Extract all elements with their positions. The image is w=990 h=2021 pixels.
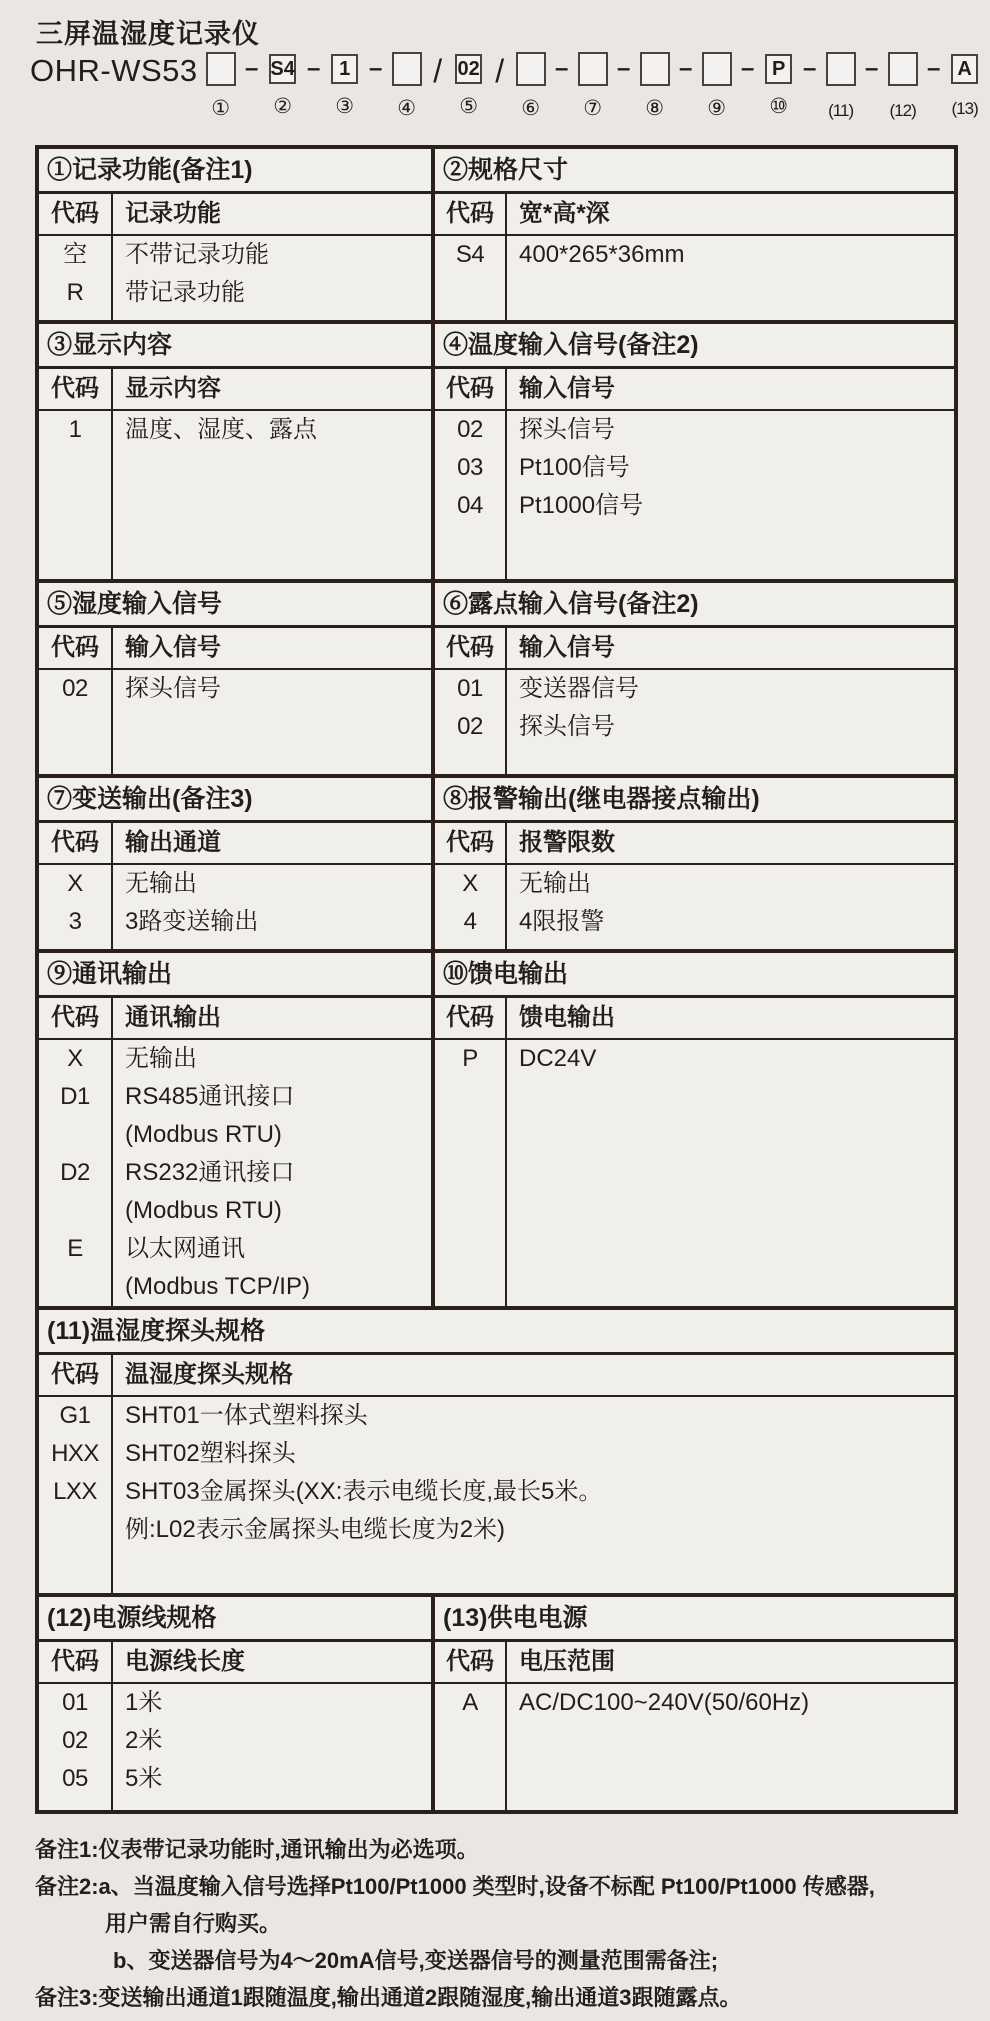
code-column-header: 代码 xyxy=(435,369,507,409)
code-cell: 3 xyxy=(39,903,113,941)
spec-row xyxy=(39,1435,954,1473)
desc-line: SHT03金属探头(XX:表示电缆长度,最长5米。 xyxy=(125,1478,603,1505)
section-title: ③显示内容 xyxy=(39,324,431,369)
desc-line: 探头信号 xyxy=(519,713,615,740)
spec-section xyxy=(431,149,954,320)
section-title: (13)供电电源 xyxy=(435,1597,954,1642)
column-header-row xyxy=(39,1355,954,1397)
desc-line: 4限报警 xyxy=(519,908,605,935)
code-box: P xyxy=(765,54,792,84)
spec-row xyxy=(39,1230,431,1306)
ordering-code-line xyxy=(30,52,983,122)
desc-cell xyxy=(507,708,954,746)
column-header-row xyxy=(435,823,954,865)
desc-cell xyxy=(113,1684,431,1722)
notes xyxy=(35,1831,975,2016)
desc-line: SHT01一体式塑料探头 xyxy=(125,1402,368,1429)
desc-cell xyxy=(113,1397,954,1435)
desc-column-header: 记录功能 xyxy=(125,200,221,227)
code-separator: – xyxy=(554,55,569,82)
spec-section xyxy=(39,953,431,1306)
desc-cell xyxy=(507,865,954,903)
code-position xyxy=(699,52,735,121)
code-separator: – xyxy=(802,55,817,82)
table-block xyxy=(39,149,954,320)
section-body xyxy=(39,1397,954,1593)
code-column-header: 代码 xyxy=(435,1642,507,1682)
desc-cell xyxy=(113,411,431,449)
table-block xyxy=(39,949,954,1306)
desc-line: 带记录功能 xyxy=(125,279,245,306)
code-position xyxy=(451,52,487,119)
column-header-row xyxy=(435,998,954,1040)
spec-row xyxy=(435,449,954,487)
spec-row xyxy=(39,411,431,449)
code-column-header: 代码 xyxy=(435,998,507,1038)
code-box: A xyxy=(951,54,978,84)
code-column-header: 代码 xyxy=(39,628,113,668)
desc-line: 400*265*36mm xyxy=(519,241,685,268)
desc-cell xyxy=(507,487,954,525)
spec-row xyxy=(435,487,954,525)
code-separator: – xyxy=(244,55,259,82)
spec-row xyxy=(39,1760,431,1798)
section-title: ⑦变送输出(备注3) xyxy=(39,778,431,823)
desc-cell xyxy=(113,274,431,312)
desc-line: (Modbus RTU) xyxy=(125,1121,282,1148)
desc-cell xyxy=(113,1078,431,1154)
column-divider-filler xyxy=(39,708,431,774)
code-cell: X xyxy=(39,865,113,903)
desc-cell xyxy=(113,865,431,903)
spec-row xyxy=(39,1722,431,1760)
desc-line: 无输出 xyxy=(125,1045,197,1072)
column-divider-filler xyxy=(435,525,954,579)
section-body xyxy=(435,236,954,320)
code-column-header: 代码 xyxy=(39,369,113,409)
column-divider-filler xyxy=(39,1549,954,1593)
code-position-number: ⑧ xyxy=(645,97,665,120)
spec-section xyxy=(431,1597,954,1810)
spec-row xyxy=(39,236,431,274)
desc-line: 3路变送输出 xyxy=(125,908,259,935)
code-box xyxy=(392,52,422,86)
desc-column-header: 输出通道 xyxy=(125,829,221,856)
section-title: ⑨通讯输出 xyxy=(39,953,431,998)
section-title: (11)温湿度探头规格 xyxy=(39,1310,954,1355)
desc-column-header: 电源线长度 xyxy=(125,1648,245,1675)
section-body xyxy=(435,865,954,949)
desc-cell xyxy=(113,1435,954,1473)
desc-line: (Modbus RTU) xyxy=(125,1197,282,1224)
section-body xyxy=(435,670,954,774)
table-block xyxy=(39,1593,954,1810)
desc-cell xyxy=(507,1684,954,1722)
spec-row xyxy=(39,1078,431,1154)
spec-row xyxy=(39,1154,431,1230)
spec-section xyxy=(39,324,431,579)
desc-line: 不带记录功能 xyxy=(125,241,269,268)
code-position-number: ① xyxy=(211,97,231,120)
code-box: S4 xyxy=(269,54,296,84)
code-separator: – xyxy=(926,55,941,82)
code-cell: 1 xyxy=(39,411,113,449)
code-cell: R xyxy=(39,274,113,312)
spec-section xyxy=(39,1597,431,1810)
desc-line: 例:L02表示金属探头电缆长度为2米) xyxy=(125,1516,506,1543)
desc-column-header: 输入信号 xyxy=(125,634,221,661)
spec-row xyxy=(435,903,954,941)
section-title: ⑤湿度输入信号 xyxy=(39,583,431,628)
desc-line: 探头信号 xyxy=(125,675,221,702)
column-header-row xyxy=(435,194,954,236)
code-column-header: 代码 xyxy=(39,1355,113,1395)
column-divider-filler xyxy=(435,941,954,949)
spec-section xyxy=(431,583,954,774)
desc-line: RS232通讯接口 xyxy=(125,1159,295,1186)
note-line: 备注2:a、当温度输入信号选择Pt100/Pt1000 类型时,设备不标配 Pt100/Pt1000 传感器, xyxy=(35,1874,875,1899)
spec-row xyxy=(435,236,954,274)
code-position xyxy=(885,52,921,122)
code-cell: 01 xyxy=(435,670,507,708)
desc-column-header: 输入信号 xyxy=(519,375,615,402)
desc-cell xyxy=(113,1722,431,1760)
column-divider-filler xyxy=(435,274,954,320)
code-column-header: 代码 xyxy=(39,998,113,1038)
section-body xyxy=(435,1684,954,1810)
code-cell: D1 xyxy=(39,1078,113,1154)
table-block xyxy=(39,579,954,774)
section-body xyxy=(39,865,431,949)
code-separator: / xyxy=(433,53,443,89)
page-title: 三屏温湿度记录仪 xyxy=(36,19,260,49)
section-title: (12)电源线规格 xyxy=(39,1597,431,1642)
desc-line: 探头信号 xyxy=(519,416,615,443)
note-line: 备注1:仪表带记录功能时,通讯输出为必选项。 xyxy=(35,1837,479,1862)
desc-column-header: 通讯输出 xyxy=(125,1004,221,1031)
desc-cell xyxy=(507,411,954,449)
spec-section xyxy=(39,583,431,774)
code-cell: 03 xyxy=(435,449,507,487)
code-line-positions xyxy=(203,52,983,122)
column-header-row xyxy=(39,628,431,670)
code-separator: – xyxy=(368,55,383,82)
code-position-number: ② xyxy=(273,95,293,118)
section-title: ⑧报警输出(继电器接点输出) xyxy=(435,778,954,823)
section-body xyxy=(39,1684,431,1810)
desc-cell xyxy=(113,1473,954,1549)
spec-row xyxy=(435,708,954,746)
code-position-number: (13) xyxy=(951,99,978,118)
code-cell: D2 xyxy=(39,1154,113,1230)
section-title: ⑥露点输入信号(备注2) xyxy=(435,583,954,628)
column-divider-filler xyxy=(435,746,954,774)
code-cell: 02 xyxy=(39,1722,113,1760)
note-line: 用户需自行购买。 xyxy=(105,1911,282,1936)
code-cell: 02 xyxy=(435,411,507,449)
code-position xyxy=(823,52,859,122)
desc-column-header: 馈电输出 xyxy=(519,1004,615,1031)
desc-line: AC/DC100~240V(50/60Hz) xyxy=(519,1689,810,1716)
spec-row xyxy=(435,670,954,708)
desc-column-header: 温湿度探头规格 xyxy=(125,1361,293,1388)
code-box xyxy=(516,52,546,86)
spec-section xyxy=(39,149,431,320)
code-box xyxy=(702,52,732,86)
column-divider-filler xyxy=(435,1078,954,1306)
desc-line: 温度、湿度、露点 xyxy=(125,416,317,443)
column-divider-filler xyxy=(435,1722,954,1810)
desc-cell xyxy=(507,236,954,274)
code-position-number: (12) xyxy=(889,101,916,120)
desc-cell xyxy=(113,670,431,708)
section-title: ②规格尺寸 xyxy=(435,149,954,194)
code-cell: 空 xyxy=(39,236,113,274)
code-cell: A xyxy=(435,1684,507,1722)
code-position-number: ⑩ xyxy=(769,95,789,118)
desc-line: 以太网通讯 xyxy=(125,1235,245,1262)
section-body xyxy=(435,1040,954,1306)
column-header-row xyxy=(39,823,431,865)
spec-row xyxy=(39,865,431,903)
desc-column-header: 显示内容 xyxy=(125,375,221,402)
code-box xyxy=(578,52,608,86)
code-cell: 05 xyxy=(39,1760,113,1798)
code-box xyxy=(640,52,670,86)
code-cell: 01 xyxy=(39,1684,113,1722)
section-body xyxy=(39,670,431,774)
desc-cell xyxy=(507,1040,954,1078)
code-cell: G1 xyxy=(39,1397,113,1435)
spec-row xyxy=(435,1684,954,1722)
code-separator: – xyxy=(306,55,321,82)
code-column-header: 代码 xyxy=(39,823,113,863)
code-position-number: ⑦ xyxy=(583,97,603,120)
column-header-row xyxy=(39,369,431,411)
spec-row xyxy=(39,1397,954,1435)
desc-line: 2米 xyxy=(125,1727,163,1754)
section-title: ④温度输入信号(备注2) xyxy=(435,324,954,369)
code-column-header: 代码 xyxy=(435,823,507,863)
desc-line: 5米 xyxy=(125,1765,163,1792)
spec-row xyxy=(39,1040,431,1078)
code-separator: – xyxy=(616,55,631,82)
code-position-number: ③ xyxy=(335,95,355,118)
code-separator: – xyxy=(740,55,755,82)
code-box xyxy=(206,52,236,86)
column-header-row xyxy=(39,194,431,236)
column-header-row xyxy=(39,998,431,1040)
desc-cell xyxy=(113,236,431,274)
code-column-header: 代码 xyxy=(435,628,507,668)
code-cell: 4 xyxy=(435,903,507,941)
desc-line: RS485通讯接口 xyxy=(125,1083,295,1110)
desc-cell xyxy=(113,1230,431,1306)
table-block xyxy=(39,1306,954,1593)
code-separator: – xyxy=(864,55,879,82)
desc-line: 1米 xyxy=(125,1689,163,1716)
spec-row xyxy=(39,903,431,941)
desc-column-header: 输入信号 xyxy=(519,634,615,661)
column-divider-filler xyxy=(39,449,431,579)
desc-line: (Modbus TCP/IP) xyxy=(125,1273,310,1300)
desc-cell xyxy=(507,670,954,708)
code-box xyxy=(826,52,856,86)
spec-row xyxy=(39,670,431,708)
code-column-header: 代码 xyxy=(39,1642,113,1682)
code-position-number: ⑨ xyxy=(707,97,727,120)
desc-cell xyxy=(507,903,954,941)
code-cell: X xyxy=(435,865,507,903)
code-position xyxy=(947,52,983,120)
spec-section xyxy=(431,778,954,949)
code-cell: S4 xyxy=(435,236,507,274)
code-position xyxy=(513,52,549,121)
code-position-number: (11) xyxy=(828,101,854,120)
code-position-number: ④ xyxy=(397,97,417,120)
spec-row xyxy=(435,411,954,449)
desc-line: SHT02塑料探头 xyxy=(125,1440,296,1467)
code-separator: / xyxy=(495,53,505,89)
column-divider-filler xyxy=(39,312,431,320)
code-cell: 04 xyxy=(435,487,507,525)
column-divider-filler xyxy=(39,1798,431,1810)
spec-section xyxy=(39,778,431,949)
spec-row xyxy=(39,274,431,312)
code-cell: X xyxy=(39,1040,113,1078)
desc-cell xyxy=(113,1040,431,1078)
section-body xyxy=(435,411,954,579)
code-cell: 02 xyxy=(435,708,507,746)
column-header-row xyxy=(435,628,954,670)
table-block xyxy=(39,320,954,579)
section-body xyxy=(39,1040,431,1306)
spec-row xyxy=(39,1473,954,1549)
code-column-header: 代码 xyxy=(435,194,507,234)
table-block xyxy=(39,774,954,949)
code-box: 1 xyxy=(331,54,358,84)
code-position xyxy=(761,52,797,119)
note-line: b、变送器信号为4～20mA信号,变送器信号的测量范围需备注; xyxy=(113,1948,719,1973)
code-position-number: ⑥ xyxy=(521,97,541,120)
spec-section xyxy=(431,953,954,1306)
code-position xyxy=(203,52,239,121)
desc-cell xyxy=(507,449,954,487)
desc-column-header: 报警限数 xyxy=(519,829,615,856)
section-title: ①记录功能(备注1) xyxy=(39,149,431,194)
code-separator: – xyxy=(678,55,693,82)
desc-cell xyxy=(113,1760,431,1798)
code-position xyxy=(637,52,673,121)
code-cell: E xyxy=(39,1230,113,1306)
code-cell: HXX xyxy=(39,1435,113,1473)
desc-column-header: 电压范围 xyxy=(519,1648,615,1675)
code-cell: 02 xyxy=(39,670,113,708)
spec-section xyxy=(39,1310,954,1593)
code-position xyxy=(575,52,611,121)
spec-row xyxy=(435,1040,954,1078)
desc-line: 无输出 xyxy=(519,870,591,897)
spec-row xyxy=(39,1684,431,1722)
code-box xyxy=(888,52,918,86)
code-position-number: ⑤ xyxy=(459,95,479,118)
code-box: 02 xyxy=(455,54,482,84)
code-position xyxy=(327,52,363,119)
column-header-row xyxy=(435,369,954,411)
column-header-row xyxy=(435,1642,954,1684)
desc-line: 无输出 xyxy=(125,870,197,897)
desc-line: Pt1000信号 xyxy=(519,492,644,519)
model-number: OHR-WS53 xyxy=(30,53,198,88)
code-column-header: 代码 xyxy=(39,194,113,234)
desc-cell xyxy=(113,903,431,941)
spec-section xyxy=(431,324,954,579)
code-cell: LXX xyxy=(39,1473,113,1549)
desc-line: Pt100信号 xyxy=(519,454,630,481)
section-title: ⑩馈电输出 xyxy=(435,953,954,998)
code-cell: P xyxy=(435,1040,507,1078)
desc-cell xyxy=(113,1154,431,1230)
desc-line: DC24V xyxy=(519,1045,597,1072)
desc-column-header: 宽*高*深 xyxy=(519,200,610,227)
spec-row xyxy=(435,865,954,903)
section-body xyxy=(39,411,431,579)
code-position xyxy=(389,52,425,121)
desc-line: 变送器信号 xyxy=(519,675,639,702)
section-body xyxy=(39,236,431,320)
note-line: 备注3:变送输出通道1跟随温度,输出通道2跟随湿度,输出通道3跟随露点。 xyxy=(35,1985,742,2010)
column-divider-filler xyxy=(39,941,431,949)
ordering-table xyxy=(35,145,958,1814)
code-position xyxy=(265,52,301,119)
column-header-row xyxy=(39,1642,431,1684)
